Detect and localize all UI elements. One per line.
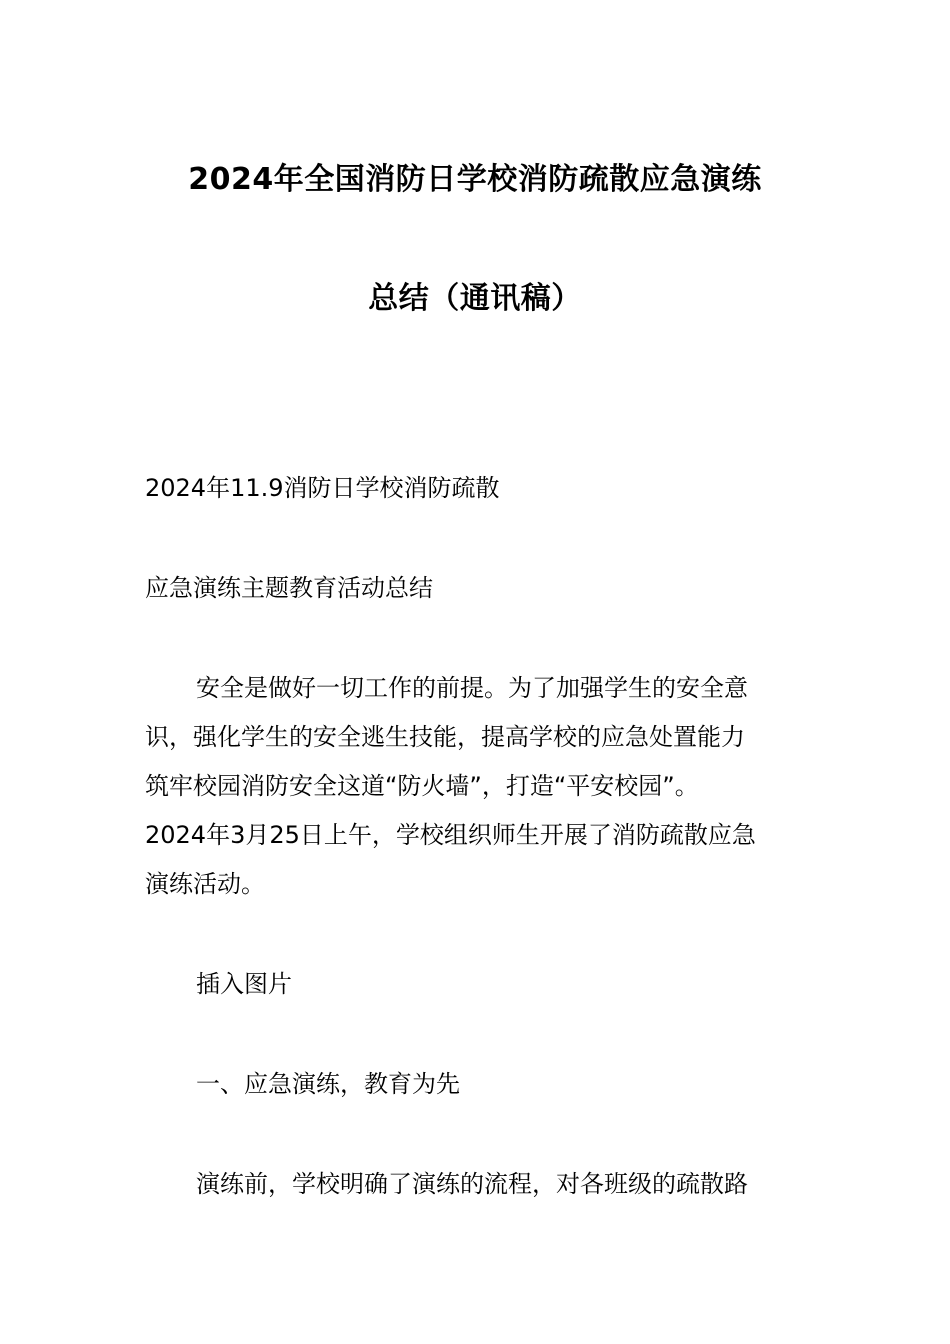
document-title-line-1: 2024年全国消防日学校消防疏散应急演练 (188, 162, 762, 197)
section-1-heading: 一、应急演练，教育为先 (196, 1070, 460, 1098)
intro-paragraph-line-5: 演练活动。 (145, 870, 265, 898)
subtitle-line-1: 2024年11.9消防日学校消防疏散 (145, 474, 500, 502)
subtitle-line-2: 应急演练主题教育活动总结 (145, 574, 433, 602)
intro-paragraph-line-3: 筑牢校园消防安全这道“防火墙”，打造“平安校园”。 (145, 772, 699, 800)
intro-paragraph-line-1: 安全是做好一切工作的前提。为了加强学生的安全意 (196, 674, 748, 702)
intro-paragraph-line-2: 识，强化学生的安全逃生技能，提高学校的应急处置能力 (145, 723, 745, 751)
document-title-line-2: 总结（通讯稿） (368, 281, 582, 316)
image-placeholder-text: 插入图片 (196, 970, 292, 998)
intro-paragraph-line-4: 2024年3月25日上午，学校组织师生开展了消防疏散应急 (145, 821, 756, 849)
section-1-paragraph-line-1: 演练前，学校明确了演练的流程，对各班级的疏散路 (196, 1170, 748, 1198)
